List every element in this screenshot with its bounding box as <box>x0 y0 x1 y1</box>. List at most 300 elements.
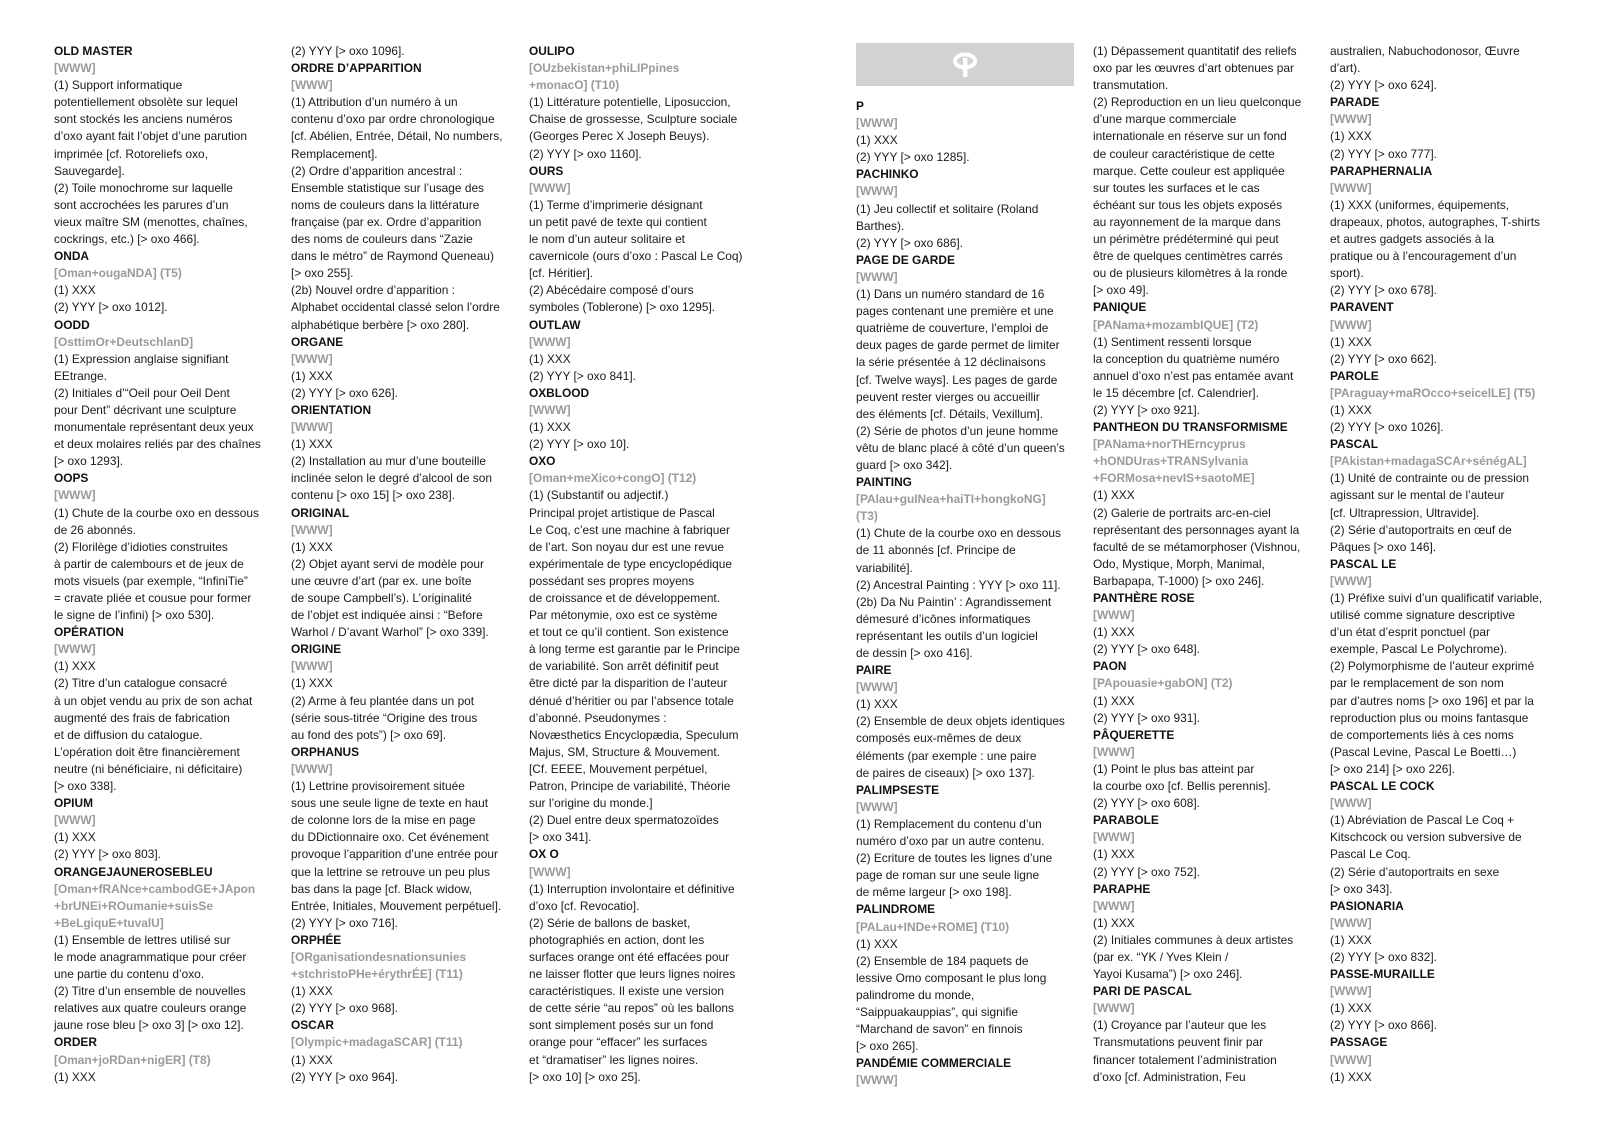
definition-line: sont stockés les anciens numéros <box>54 112 233 127</box>
definition-line: (1) XXX <box>1093 915 1135 930</box>
definition-line: (1) XXX <box>1330 129 1372 144</box>
definition-line: des éléments [cf. Détails, Vexillum]. <box>856 406 1044 421</box>
definition-line: de couleur caractéristique de cette <box>1093 146 1275 161</box>
p-monogram-icon <box>952 52 978 78</box>
definition-line: Odo, Mystique, Morph, Manimal, <box>1093 556 1265 571</box>
headword: PASCAL LE COCK <box>1330 779 1435 794</box>
definition-line: numéro d’oxo par un autre contenu. <box>856 834 1045 849</box>
definition-line: [cf. Abélien, Entrée, Détail, No numbers, <box>291 129 503 144</box>
definition-line: Ensemble statistique sur l’usage des <box>291 180 484 195</box>
definition-line: de dessin [> oxo 416]. <box>856 646 973 660</box>
definition-line: cockrings, etc.) [> oxo 466]. <box>54 232 200 247</box>
definition-line: (2) YYY [> oxo 921]. <box>1093 402 1200 417</box>
headword: P <box>856 99 864 113</box>
definition-line: d’oxo ayant fait l’objet d’une parution <box>54 129 248 144</box>
definition-line: australien, Nabuchodonosor, Œuvre <box>1330 44 1520 58</box>
definition-line: quatrième de couverture, l’emploi de <box>856 321 1049 336</box>
headword: ORIGINAL <box>291 505 350 520</box>
definition-line: (1) XXX <box>1093 847 1135 862</box>
definition-line: de l’art. Son noyau dur est une revue <box>529 539 724 554</box>
code-line: [WWW] <box>1330 915 1372 930</box>
definition-line: (2) YYY [> oxo 686]. <box>856 235 963 250</box>
code-line: [WWW] <box>1330 112 1372 127</box>
headword: ORDER <box>54 1035 97 1050</box>
code-line: [PALau+INDe+ROME] (T10) <box>856 919 1010 934</box>
definition-line: contenu d’oxo par ordre chronologique <box>291 112 495 127</box>
headword: PAIRE <box>856 663 892 678</box>
headword: OSCAR <box>291 1018 334 1033</box>
definition-line: à un objet vendu au prix de son achat <box>54 693 253 708</box>
definition-line: (2) YYY [> oxo 624]. <box>1330 78 1437 93</box>
definition-line: drapeaux, photos, autographes, T-shirts <box>1330 214 1540 229</box>
definition-line: (2) YYY [> oxo 626]. <box>291 385 398 400</box>
definition-line: et deux molaires reliés par des chaînes <box>54 437 261 452</box>
definition-line: (1) XXX <box>291 984 333 999</box>
definition-line: marque. Cette couleur est appliquée <box>1093 163 1285 178</box>
definition-line: sur toutes les surfaces et le cas <box>1093 180 1260 195</box>
definition-line: (1) XXX <box>291 1052 333 1067</box>
definition-line: photographiés en action, dont les <box>529 932 705 947</box>
definition-line: de cette série “au repos” où les ballons <box>529 1001 734 1016</box>
definition-line: (1) XXX <box>291 437 333 452</box>
headword: PARAPHE <box>1093 881 1151 896</box>
headword: ORIENTATION <box>291 402 372 417</box>
definition-line: et tout ce qu’il contient. Son existence <box>529 625 729 640</box>
definition-line: augmenté des frais de fabrication <box>54 710 230 725</box>
definition-line: Barbapapa, T-1000) [> oxo 246]. <box>1093 573 1265 588</box>
definition-line: (2) YYY [> oxo 968]. <box>291 1001 398 1016</box>
definition-line: utilisé comme signature descriptive <box>1330 608 1516 623</box>
definition-line: (2) YYY [> oxo 662]. <box>1330 351 1437 366</box>
definition-line: Sauvegarde]. <box>54 163 125 178</box>
definition-line: dénué d’héritier ou par l’absence totale <box>529 693 734 708</box>
definition-line: (2) YYY [> oxo 1160]. <box>529 146 642 161</box>
code-line: [WWW] <box>1093 830 1135 845</box>
definition-line: (1) Croyance par l’auteur que les <box>1093 1018 1267 1033</box>
definition-line: (1) Interruption involontaire et définitive <box>529 881 735 896</box>
definition-line: et autres gadgets associés à la <box>1330 232 1494 247</box>
definition-line: de 11 abonnés [cf. Principe de <box>856 543 1016 558</box>
code-line: [PApouasie+gabON] (T2) <box>1093 676 1233 691</box>
headword: OODD <box>54 317 90 332</box>
code-line: [Oman+ougaNDA] (T5) <box>54 266 182 281</box>
definition-line: Kitschcock ou version subversive de <box>1330 830 1522 845</box>
definition-line: être dicté par la disparition de l’auteur <box>529 676 728 691</box>
definition-line: (2) Polymorphisme de l’auteur exprimé <box>1330 659 1535 674</box>
definition-line: de soupe Campbell’s). L’originalité <box>291 591 472 605</box>
definition-line: Le Coq, c’est une machine à fabriquer <box>529 522 730 537</box>
definition-line: (1) Littérature potentielle, Liposuccion, <box>529 95 731 110</box>
definition-line: (2) Galerie de portraits arc-en-ciel <box>1093 505 1271 520</box>
definition-line: et de diffusion du catalogue. <box>54 727 203 742</box>
definition-line: (2) YYY [> oxo 648]. <box>1093 642 1200 657</box>
definition-line: deux pages de garde permet de limiter <box>856 338 1060 353</box>
code-line: [WWW] <box>856 680 898 695</box>
definition-line: dans le métro” de Raymond Queneau) <box>291 249 494 264</box>
definition-line: à partir de calembours et de jeux de <box>54 556 244 571</box>
definition-line: de variabilité. Son arrêt définitif peut <box>529 659 719 674</box>
definition-line: Novæsthetics Encyclopædia, Speculum <box>529 727 739 742</box>
definition-line: (1) XXX <box>1330 1001 1372 1016</box>
definition-line: guard [> oxo 342]. <box>856 457 953 472</box>
letter-p-header <box>856 43 1074 86</box>
definition-line: (2) Initiales d’“Oeil pour Oeil Dent <box>54 385 230 400</box>
column-2 <box>291 43 513 1086</box>
code-line: [PAlau+guINea+haiTI+hongkoNG] <box>856 492 1046 507</box>
definition-line: (1) XXX <box>1093 693 1135 708</box>
definition-line: (2) YYY [> oxo 608]. <box>1093 796 1200 811</box>
headword: OPIUM <box>54 796 93 811</box>
definition-line: (1) Lettrine provisoirement située <box>291 779 465 794</box>
definition-line: (1) XXX <box>856 133 898 148</box>
definition-line: par d’autres noms [> oxo 196] et par la <box>1330 693 1534 708</box>
headword: PANDÉMIE COMMERCIALE <box>856 1056 1012 1071</box>
headword: OUTLAW <box>529 317 581 332</box>
definition-line: annuel d’oxo n’est pas entamée avant <box>1093 368 1294 383</box>
headword: PALINDROME <box>856 902 936 917</box>
definition-line: (2) YYY [> oxo 1096]. <box>291 44 405 58</box>
definition-line: noms de couleurs dans la littérature <box>291 197 480 212</box>
definition-line: (1) XXX <box>291 368 333 383</box>
definition-line: le mode anagrammatique pour créer <box>54 949 247 964</box>
headword: OULIPO <box>529 44 575 58</box>
definition-line: (2) YYY [> oxo 752]. <box>1093 864 1200 879</box>
headword: PASIONARIA <box>1330 898 1404 913</box>
definition-line: Principal projet artistique de Pascal <box>529 505 715 520</box>
definition-line: vieux maître SM (menottes, chaînes, <box>54 214 248 229</box>
headword: PAROLE <box>1330 368 1379 383</box>
definition-line: composés eux-mêmes de deux <box>856 731 1022 746</box>
definition-line: (2b) Da Nu Paintin’ : Agrandissement <box>856 594 1052 609</box>
code-line: [WWW] <box>291 659 333 674</box>
headword: OPÉRATION <box>54 625 124 640</box>
definition-line: de paires de ciseaux) [> oxo 137]. <box>856 765 1035 780</box>
code-line: +FORMosa+nevIS+saotoME] <box>1093 471 1255 486</box>
definition-line: faculté de se métamorphoser (Vishnou, <box>1093 539 1301 554</box>
definition-line: orange pour “effacer” les surfaces <box>529 1035 708 1050</box>
headword: OLD MASTER <box>54 44 133 58</box>
definition-line: (2) Initiales communes à deux artistes <box>1093 932 1294 947</box>
code-line: [WWW] <box>856 1073 898 1088</box>
definition-line: potentiellement obsolète sur lequel <box>54 95 238 110</box>
definition-line: internationale en réserve sur un fond <box>1093 129 1287 144</box>
definition-line: (1) Chute de la courbe oxo en dessous <box>54 505 259 520</box>
definition-line: alphabétique berbère [> oxo 280]. <box>291 317 470 332</box>
definition-line: (Pascal Levine, Pascal Le Boetti…) <box>1330 744 1517 759</box>
definition-line: (1) XXX <box>1093 625 1135 640</box>
definition-line: (2) Ensemble de 184 paquets de <box>856 953 1029 968</box>
definition-line: (1) XXX <box>529 351 571 366</box>
definition-line: [> oxo 255]. <box>291 266 354 281</box>
headword: PANTHÈRE ROSE <box>1093 591 1195 605</box>
headword: PARADE <box>1330 95 1380 110</box>
definition-line: (2) Ordre d’apparition ancestral : <box>291 163 463 178</box>
definition-line: pour Dent” décrivant une sculpture <box>54 402 237 417</box>
headword: PASSE-MURAILLE <box>1330 967 1435 982</box>
headword: PACHINKO <box>856 167 919 182</box>
definition-line: (2) YYY [> oxo 678]. <box>1330 283 1437 298</box>
code-line: [OUzbekistan+phiLIPpines <box>529 61 680 76</box>
definition-line: (2) YYY [> oxo 1285]. <box>856 150 970 165</box>
code-line: [WWW] <box>54 488 96 503</box>
definition-line: (2) Série d’autoportraits en sexe <box>1330 864 1500 879</box>
definition-line: Chaise de grossesse, Sculpture sociale <box>529 112 738 127</box>
definition-line: (2) YYY [> oxo 1012]. <box>54 300 168 315</box>
headword: PASCAL <box>1330 437 1379 452</box>
definition-line: reproduction plus ou moins fantasque <box>1330 710 1529 725</box>
definition-line: représentant des personnages ayant la <box>1093 522 1300 537</box>
code-line: [WWW] <box>529 334 571 349</box>
definition-line: agissant sur le mental de l’auteur <box>1330 488 1505 503</box>
definition-line: relatives aux quatre couleurs orange <box>54 1001 247 1016</box>
definition-line: expérimentale de type encyclopédique <box>529 556 732 571</box>
code-line: +brUNEi+ROumanie+suisSe <box>54 898 213 913</box>
definition-line: d’un état d’esprit ponctuel (par <box>1330 625 1490 640</box>
definition-line: (1) Sentiment ressenti lorsque <box>1093 334 1252 349</box>
headword: PAINTING <box>856 475 912 490</box>
definition-line: de colonne lors de la mise en page <box>291 813 476 828</box>
definition-line: Yayoi Kusama”) [> oxo 246]. <box>1093 967 1243 982</box>
definition-line: (2) YYY [> oxo 931]. <box>1093 710 1200 725</box>
definition-line: (1) XXX <box>1330 402 1372 417</box>
definition-line: Pâques [> oxo 146]. <box>1330 539 1437 554</box>
definition-line: la courbe oxo [cf. Bellis perennis]. <box>1093 779 1271 794</box>
definition-line: à long terme est garantie par le Principe <box>529 642 740 657</box>
definition-line: par le remplacement de son nom <box>1330 676 1504 691</box>
definition-line: Entrée, Initiales, Mouvement perpétuel]. <box>291 898 502 913</box>
definition-line: de croissance et de développement. <box>529 591 721 605</box>
definition-line: ou de plusieurs kilomètres à la ronde <box>1093 266 1288 281</box>
definition-line: variabilité]. <box>856 560 913 575</box>
definition-line: (2) Série de ballons de basket, <box>529 915 691 930</box>
code-line: +stchristoPHe+érythrÉE] (T11) <box>291 967 463 982</box>
definition-line: mots visuels (par exemple, “InfiniTie” <box>54 573 248 588</box>
definition-line: de comportements liés à ces noms <box>1330 727 1514 742</box>
definition-line: Alphabet occidental classé selon l’ordre <box>291 300 500 315</box>
code-line: [PANama+norTHErncyprus <box>1093 437 1246 452</box>
definition-line: (2) Duel entre deux spermatozoïdes <box>529 813 719 828</box>
definition-line: symboles (Toblerone) [> oxo 1295]. <box>529 300 716 315</box>
definition-line: monumentale représentant deux yeux <box>54 420 254 435</box>
definition-line: (1) XXX <box>54 283 96 298</box>
definition-line: d’une marque commerciale <box>1093 112 1237 127</box>
definition-line: “Saippuakauppias”, qui signifie <box>856 1004 1018 1019</box>
definition-line: (1) Attribution d’un numéro à un <box>291 95 458 110</box>
definition-line: (1) Remplacement du contenu d’un <box>856 816 1042 831</box>
definition-line: pages contenant une première et une <box>856 304 1054 319</box>
definition-line: (2) Reproduction en un lieu quelconque <box>1093 95 1302 110</box>
definition-line: [> oxo 214] [> oxo 226]. <box>1330 761 1455 776</box>
definition-line: (1) XXX <box>856 936 898 951</box>
definition-line: du DDictionnaire oxo. Cet événement <box>291 830 489 845</box>
definition-line: (2) YYY [> oxo 10]. <box>529 437 630 452</box>
definition-line: (2) Ecriture de toutes les lignes d’une <box>856 851 1053 866</box>
definition-line: [> oxo 10] [> oxo 25]. <box>529 1069 641 1084</box>
code-line: +monacO] (T10) <box>529 78 620 93</box>
code-line: [WWW] <box>856 799 898 814</box>
definition-line: (2) Titre d’un catalogue consacré <box>54 676 228 691</box>
definition-line: = cravate pliée et cousue pour former <box>54 591 252 605</box>
definition-line: d’art). <box>1330 61 1361 76</box>
definition-line: (1) Ensemble de lettres utilisé sur <box>54 932 231 947</box>
definition-line: (2) Arme à feu plantée dans un pot <box>291 693 475 708</box>
code-line: [WWW] <box>1330 984 1372 999</box>
column-4 <box>856 43 1074 1089</box>
code-line: [WWW] <box>1093 1001 1135 1016</box>
code-line: [WWW] <box>291 522 333 537</box>
definition-line: imprimée [cf. Rotoreliefs oxo, <box>54 146 208 161</box>
definition-line: (1) XXX <box>54 659 96 674</box>
definition-line: éléments (par exemple : une paire <box>856 748 1037 763</box>
definition-line: provoque l’apparition d’une entrée pour <box>291 847 498 862</box>
definition-line: française (par ex. Ordre d’apparition <box>291 214 482 229</box>
definition-line: (Georges Perec X Joseph Beuys). <box>529 129 710 144</box>
headword: PARI DE PASCAL <box>1093 984 1192 999</box>
definition-line: un petit pavé de texte qui contient <box>529 214 707 229</box>
code-line: +BeLgiquE+tuvalU] <box>54 915 164 930</box>
headword: PASCAL LE <box>1330 556 1397 571</box>
definition-line: [cf. Héritier]. <box>529 266 594 281</box>
definition-line: (2) YYY [> oxo 777]. <box>1330 146 1437 161</box>
definition-line: la conception du quatrième numéro <box>1093 351 1280 366</box>
definition-line: Remplacement]. <box>291 146 378 161</box>
definition-line: (1) XXX <box>1093 488 1135 503</box>
definition-line: (1) (Substantif ou adjectif.) <box>529 488 669 503</box>
definition-line: [cf. Twelve ways]. Les pages de garde <box>856 372 1058 387</box>
definition-line: (2) Série de photos d’un jeune homme <box>856 423 1059 438</box>
definition-line: (2) Titre d’un ensemble de nouvelles <box>54 984 246 999</box>
definition-line: bas dans la page [cf. Black widow, <box>291 881 473 896</box>
headword: ORPHÉE <box>291 932 342 947</box>
headword: PÂQUERETTE <box>1093 727 1175 742</box>
definition-line: le 15 décembre [cf. Calendrier]. <box>1093 385 1259 400</box>
definition-line: (2) YYY [> oxo 832]. <box>1330 949 1437 964</box>
definition-line: (1) Chute de la courbe oxo en dessous <box>856 526 1061 541</box>
definition-line: contenu [> oxo 15] [> oxo 238]. <box>291 488 455 503</box>
code-line: [WWW] <box>54 61 96 76</box>
definition-line: (1) Abréviation de Pascal Le Coq + <box>1330 813 1515 828</box>
definition-line: (2) Toile monochrome sur laquelle <box>54 180 233 195</box>
code-line: [WWW] <box>1093 608 1135 623</box>
definition-line: (série sous-titrée “Origine des trous <box>291 710 478 725</box>
definition-line: (2) YYY [> oxo 841]. <box>529 368 636 383</box>
definition-line: (1) XXX <box>529 420 571 435</box>
definition-line: (2) Ensemble de deux objets identiques <box>856 714 1065 729</box>
definition-line: [> oxo 338]. <box>54 779 117 794</box>
headword: PALIMPSESTE <box>856 782 940 797</box>
definition-line: (1) XXX <box>1330 334 1372 349</box>
definition-line: (1) Unité de contrainte ou de pression <box>1330 471 1529 486</box>
definition-line: une œuvre d’art (par ex. une boîte <box>291 573 472 588</box>
definition-line: sont accrochées les parures d’un <box>54 197 229 212</box>
code-line: [WWW] <box>291 78 333 93</box>
definition-line: (2) YYY [> oxo 716]. <box>291 915 398 930</box>
code-line: [WWW] <box>1330 1052 1372 1067</box>
code-line: [WWW] <box>529 180 571 195</box>
code-line: [Oman+fRANce+cambodGE+JApon <box>54 881 256 896</box>
definition-line: financer totalement l’administration <box>1093 1052 1277 1067</box>
definition-line: (1) XXX <box>54 830 96 845</box>
headword: ORANGEJAUNEROSEBLEU <box>54 864 213 879</box>
definition-line: surfaces orange ont été effacées pour <box>529 949 730 964</box>
definition-line: la série présentée à 12 déclinaisons <box>856 355 1046 370</box>
code-line: (T3) <box>856 509 878 524</box>
definition-line: [cf. Ultrapression, Ultravide]. <box>1330 505 1480 520</box>
definition-line: [> oxo 49]. <box>1093 283 1149 298</box>
definition-line: (2) YYY [> oxo 803]. <box>54 847 161 862</box>
definition-line: (2) YYY [> oxo 1026]. <box>1330 420 1444 435</box>
code-line: [PAkistan+madagaSCAr+sénégAL] <box>1330 454 1527 469</box>
definition-line: (2) YYY [> oxo 866]. <box>1330 1018 1437 1033</box>
code-line: [WWW] <box>1330 317 1372 332</box>
definition-line: oxo par les œuvres d’art obtenues par <box>1093 61 1294 76</box>
definition-line: le nom d’un auteur solitaire et <box>529 232 685 247</box>
definition-line: Patron, Principe de variabilité, Théorie <box>529 779 731 794</box>
headword: ORIGINE <box>291 642 342 657</box>
code-line: [WWW] <box>291 351 333 366</box>
definition-line: que la lettrine se retrouve un peu plus <box>291 864 490 879</box>
code-line: [ORganisationdesnationsunies <box>291 949 467 964</box>
definition-line: (par ex. “YK / Yves Klein / <box>1093 949 1229 964</box>
definition-line: (1) Support informatique <box>54 78 183 93</box>
definition-line: possédant ses propres moyens <box>529 573 695 588</box>
headword: ORGANE <box>291 334 344 349</box>
definition-line: [> oxo 343]. <box>1330 881 1393 896</box>
definition-line: de 26 abonnés. <box>54 522 136 537</box>
definition-line: Pascal Le Coq. <box>1330 847 1411 862</box>
code-line: +hONDUras+TRANSylvania <box>1093 454 1249 469</box>
definition-line: Barthes). <box>856 218 905 233</box>
definition-line: au rayonnement de la marque dans <box>1093 214 1281 229</box>
code-line: [WWW] <box>291 420 333 435</box>
definition-line: (2) YYY [> oxo 964]. <box>291 1069 398 1084</box>
headword: PARAPHERNALIA <box>1330 163 1433 178</box>
definition-line: représentant les outils d’un logiciel <box>856 628 1038 643</box>
headword: OXBLOOD <box>529 385 590 400</box>
definition-line: d’oxo [cf. Administration, Feu <box>1093 1069 1246 1084</box>
definition-line: transmutation. <box>1093 78 1169 93</box>
headword: PAGE DE GARDE <box>856 252 955 267</box>
definition-line: sont simplement posés sur un fond <box>529 1018 714 1033</box>
definition-line: (1) XXX <box>291 539 333 554</box>
definition-line: de même largeur [> oxo 198]. <box>856 885 1012 900</box>
code-line: [WWW] <box>1093 744 1135 759</box>
definition-line: neutre (ni bénéficiaire, ni déficitaire) <box>54 761 243 776</box>
definition-line: Warhol / D’avant Warhol” [> oxo 339]. <box>291 625 489 640</box>
definition-line: jaune rose bleu [> oxo 3] [> oxo 12]. <box>54 1018 244 1033</box>
code-line: [PANama+mozambIQUE] (T2) <box>1093 317 1259 332</box>
code-line: [WWW] <box>856 116 898 131</box>
code-line: [WWW] <box>529 864 571 879</box>
definition-line: Transmutations peuvent finir par <box>1093 1035 1264 1050</box>
definition-line: (2) Florilège d’idioties construites <box>54 539 228 554</box>
definition-line: (1) Terme d’imprimerie désignant <box>529 197 703 212</box>
definition-line: (1) XXX <box>1330 1069 1372 1084</box>
definition-line: d’oxo [cf. Revocatio]. <box>529 898 640 913</box>
definition-line: (2) Abécédaire composé d’ours <box>529 283 694 298</box>
definition-line: d’abonné. Pseudonymes : <box>529 710 667 725</box>
definition-line: [> oxo 341]. <box>529 830 592 845</box>
definition-line: (1) Préfixe suivi d’un qualificatif variable, <box>1330 591 1543 605</box>
definition-line: [Cf. EEEE, Mouvement perpétuel, <box>529 761 708 776</box>
definition-line: caractéristiques. Il existe une version <box>529 984 724 999</box>
definition-line: (1) XXX <box>291 676 333 691</box>
code-line: [WWW] <box>1330 573 1372 588</box>
definition-line: vêtu de blanc placé à côté d’un queen’s <box>856 440 1065 455</box>
code-line: [WWW] <box>1330 180 1372 195</box>
definition-line: [> oxo 265]. <box>856 1039 919 1054</box>
code-line: [WWW] <box>856 269 898 284</box>
